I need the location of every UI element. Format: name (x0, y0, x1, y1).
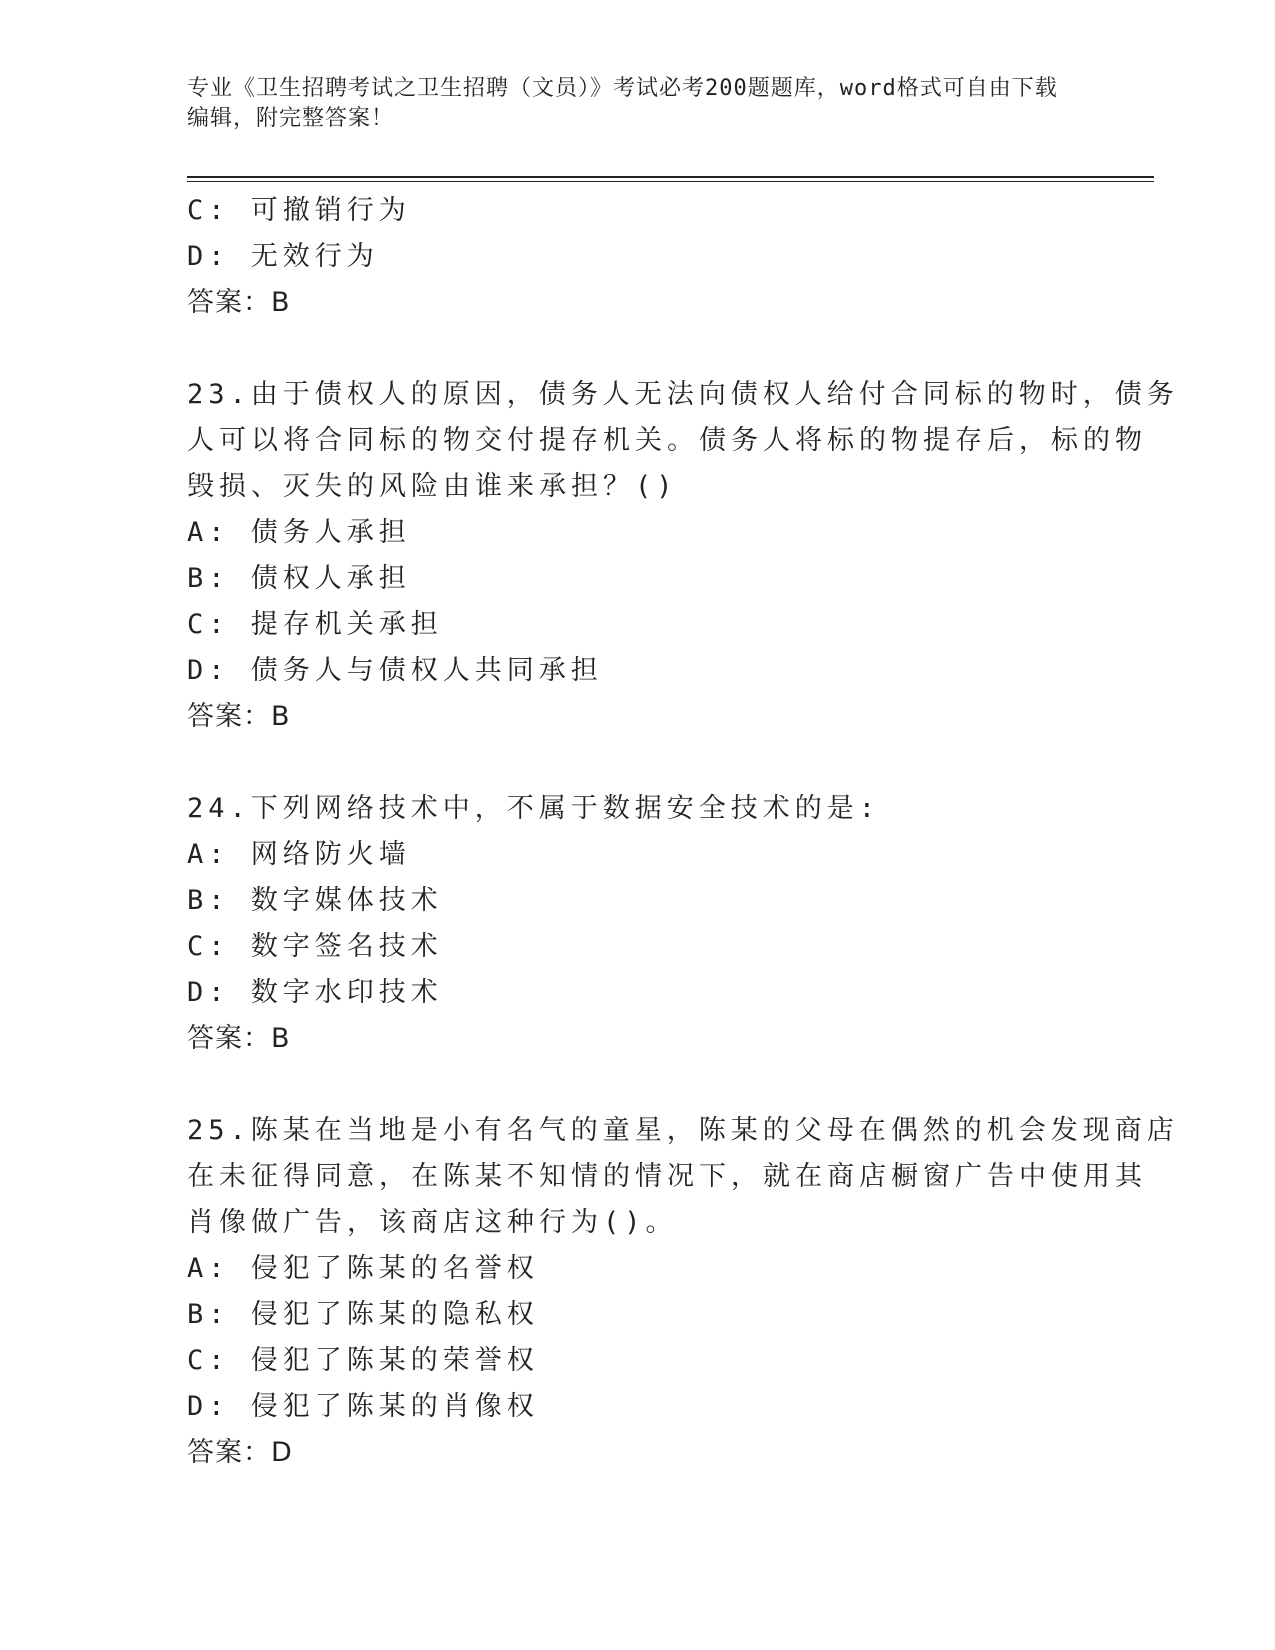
question-23 (187, 372, 1179, 740)
option-d: D: 数字水印技术 (187, 977, 443, 1008)
question-list (187, 188, 1179, 1476)
option-a: A: 网络防火墙 (187, 839, 411, 870)
document-header: 专业《卫生招聘考试之卫生招聘（文员）》考试必考200题题库，word格式可自由下载编辑，附完整答案！ (187, 76, 1058, 131)
option-d: D: 侵犯了陈某的肖像权 (187, 1391, 539, 1422)
option-a: A: 债务人承担 (187, 517, 411, 548)
option-c: C: 可撤销行为 (187, 195, 411, 226)
question-stem-line: 25.陈某在当地是小有名气的童星，陈某的父母在偶然的机会发现商店 (187, 1115, 1179, 1146)
answer-line: 答案：D (187, 1437, 293, 1468)
option-a: A: 侵犯了陈某的名誉权 (187, 1253, 539, 1284)
question-stem-line: 毁损、灭失的风险由谁来承担？() (187, 471, 678, 502)
question-25 (187, 1108, 1179, 1476)
answer-line: 答案：B (187, 287, 291, 318)
option-d: D: 债务人与债权人共同承担 (187, 655, 603, 686)
question-24 (187, 786, 1087, 1062)
answer-line: 答案：B (187, 1023, 291, 1054)
question-stem-line: 肖像做广告，该商店这种行为()。 (187, 1207, 678, 1238)
spacer (187, 1062, 1087, 1108)
option-d: D: 无效行为 (187, 241, 379, 272)
answer-line: 答案：B (187, 701, 291, 732)
header-rule-thick (187, 176, 1154, 178)
option-c: C: 提存机关承担 (187, 609, 443, 640)
option-b: B: 数字媒体技术 (187, 885, 443, 916)
option-c: C: 数字签名技术 (187, 931, 443, 962)
question-stem-line: 24.下列网络技术中，不属于数据安全技术的是: (187, 793, 881, 824)
header-rule-thin (187, 181, 1154, 182)
previous-question-tail (187, 188, 1087, 326)
question-stem-line: 在未征得同意，在陈某不知情的情况下，就在商店橱窗广告中使用其 (187, 1161, 1147, 1192)
spacer (187, 326, 1087, 372)
spacer (187, 740, 1087, 786)
option-c: C: 侵犯了陈某的荣誉权 (187, 1345, 539, 1376)
option-b: B: 侵犯了陈某的隐私权 (187, 1299, 539, 1330)
question-stem-line: 23.由于债权人的原因，债务人无法向债权人给付合同标的物时，债务 (187, 379, 1179, 410)
question-stem-line: 人可以将合同标的物交付提存机关。债务人将标的物提存后，标的物 (187, 425, 1147, 456)
option-b: B: 债权人承担 (187, 563, 411, 594)
